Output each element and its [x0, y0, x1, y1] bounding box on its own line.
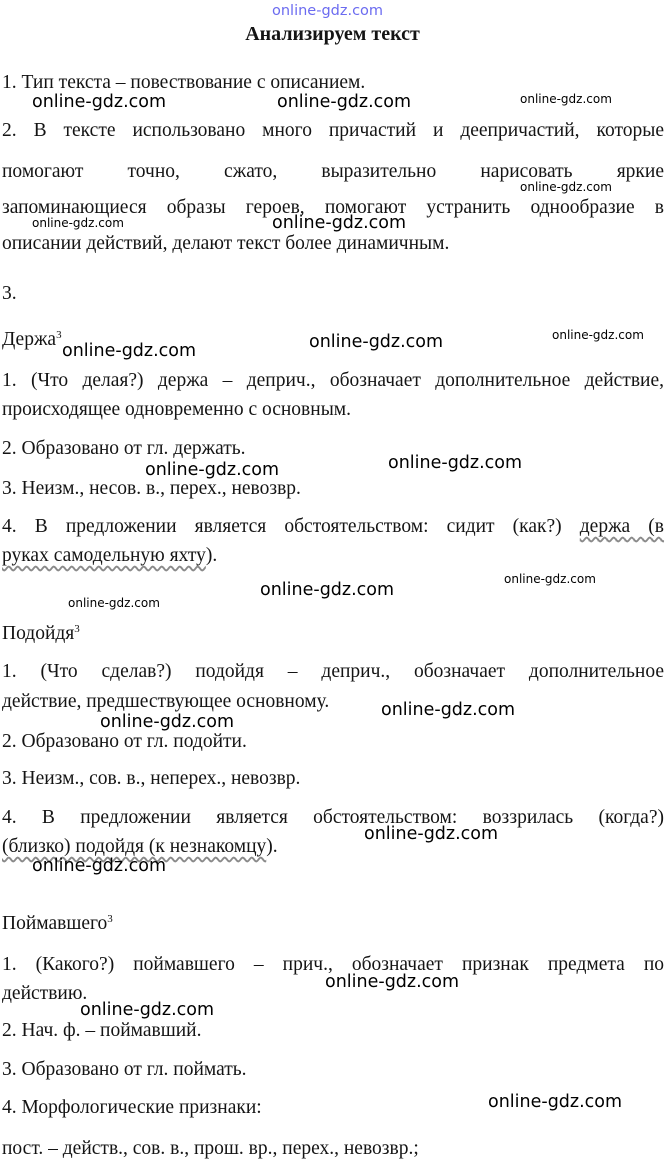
watermark: online-gdz.com: [488, 1092, 623, 1112]
underlined-phrase: держа (в: [579, 516, 665, 537]
podoyd-line-6: (близко) подойдя (к незнакомцу).: [2, 836, 278, 857]
derzha-line-2: происходящее одновременно с основным.: [2, 399, 352, 420]
watermark: online-gdz.com: [520, 92, 612, 106]
watermark: online-gdz.com: [520, 180, 612, 194]
watermark: online-gdz.com: [325, 972, 460, 992]
podoyd-line-4: 3. Неизм., сов. в., неперех., невозвр.: [2, 768, 301, 789]
poymav-line-5: 4. Морфологические признаки:: [2, 1097, 262, 1118]
poymav-line-4: 3. Образовано от гл. поймать.: [2, 1059, 247, 1080]
poymav-line-3: 2. Нач. ф. – поймавший.: [2, 1020, 202, 1041]
watermark: online-gdz.com: [62, 341, 197, 361]
intro-point-2-line-3: запоминающиеся образы героев, помогают устранить однообразие в: [2, 197, 664, 218]
intro-point-2-line-1: 2. В тексте использовано много причастий и деепричастий, которые: [2, 120, 664, 141]
watermark: online-gdz.com: [504, 572, 596, 586]
intro-point-1: 1. Тип текста – повествование с описанием.: [2, 72, 366, 93]
underlined-phrase: руках самодельную яхту: [2, 545, 206, 566]
intro-point-2-line-2: помогают точно, сжато, выразительно нарисовать яркие: [2, 161, 664, 182]
watermark: online-gdz.com: [309, 332, 444, 352]
watermark: online-gdz.com: [32, 856, 167, 876]
intro-point-2-line-4: описании действий, делают текст более динамичным.: [2, 233, 450, 254]
section-heading-podoyd: Подойдя$^3$: [2, 623, 80, 644]
watermark: online-gdz.com: [272, 213, 407, 233]
intro-point-3: 3.: [2, 283, 17, 304]
derzha-line-5: 4. В предложении является обстоятельством: сидит (как?) держа (в: [2, 516, 665, 537]
watermark-top: online-gdz.com: [272, 3, 384, 19]
podoyd-line-2: действие, предшествующее основному.: [2, 691, 330, 712]
watermark: online-gdz.com: [68, 596, 160, 610]
watermark: online-gdz.com: [32, 216, 124, 230]
watermark: online-gdz.com: [388, 453, 523, 473]
watermark: online-gdz.com: [381, 700, 516, 720]
derzha-line-4: 3. Неизм., несов. в., перех., невозвр.: [2, 478, 301, 499]
watermark: online-gdz.com: [100, 712, 235, 732]
derzha-line-6: руках самодельную яхту).: [2, 545, 218, 566]
watermark: online-gdz.com: [552, 328, 644, 342]
poymav-line-1: 1. (Какого?) поймавшего – прич., обозначает признак предмета по: [2, 954, 664, 975]
poymav-line-2: действию.: [2, 983, 88, 1004]
watermark: online-gdz.com: [364, 824, 499, 844]
poymav-line-6: пост. – действ., сов. в., прош. вр., перех., невозвр.;: [2, 1138, 419, 1159]
watermark: online-gdz.com: [80, 1000, 215, 1020]
watermark: online-gdz.com: [32, 92, 167, 112]
derzha-line-3: 2. Образовано от гл. держать.: [2, 438, 246, 459]
page-title: Анализируем текст: [245, 23, 420, 45]
watermark: online-gdz.com: [145, 460, 280, 480]
podoyd-line-3: 2. Образовано от гл. подойти.: [2, 731, 247, 752]
derzha-line-1: 1. (Что делая?) держа – деприч., обозначает дополнительное действие,: [2, 370, 664, 391]
section-heading-derzha: Держа$^3$: [2, 329, 62, 350]
underlined-phrase: (близко) подойдя (к незнакомцу: [2, 836, 267, 857]
podoyd-line-1: 1. (Что сделав?) подойдя – деприч., обозначает дополнительное: [2, 661, 664, 682]
section-heading-poymav: Поймавшего$^3$: [2, 913, 113, 934]
watermark: online-gdz.com: [260, 580, 395, 600]
podoyd-line-5: 4. В предложении является обстоятельством: воззрилась (когда?): [2, 807, 664, 828]
watermark: online-gdz.com: [277, 92, 412, 112]
